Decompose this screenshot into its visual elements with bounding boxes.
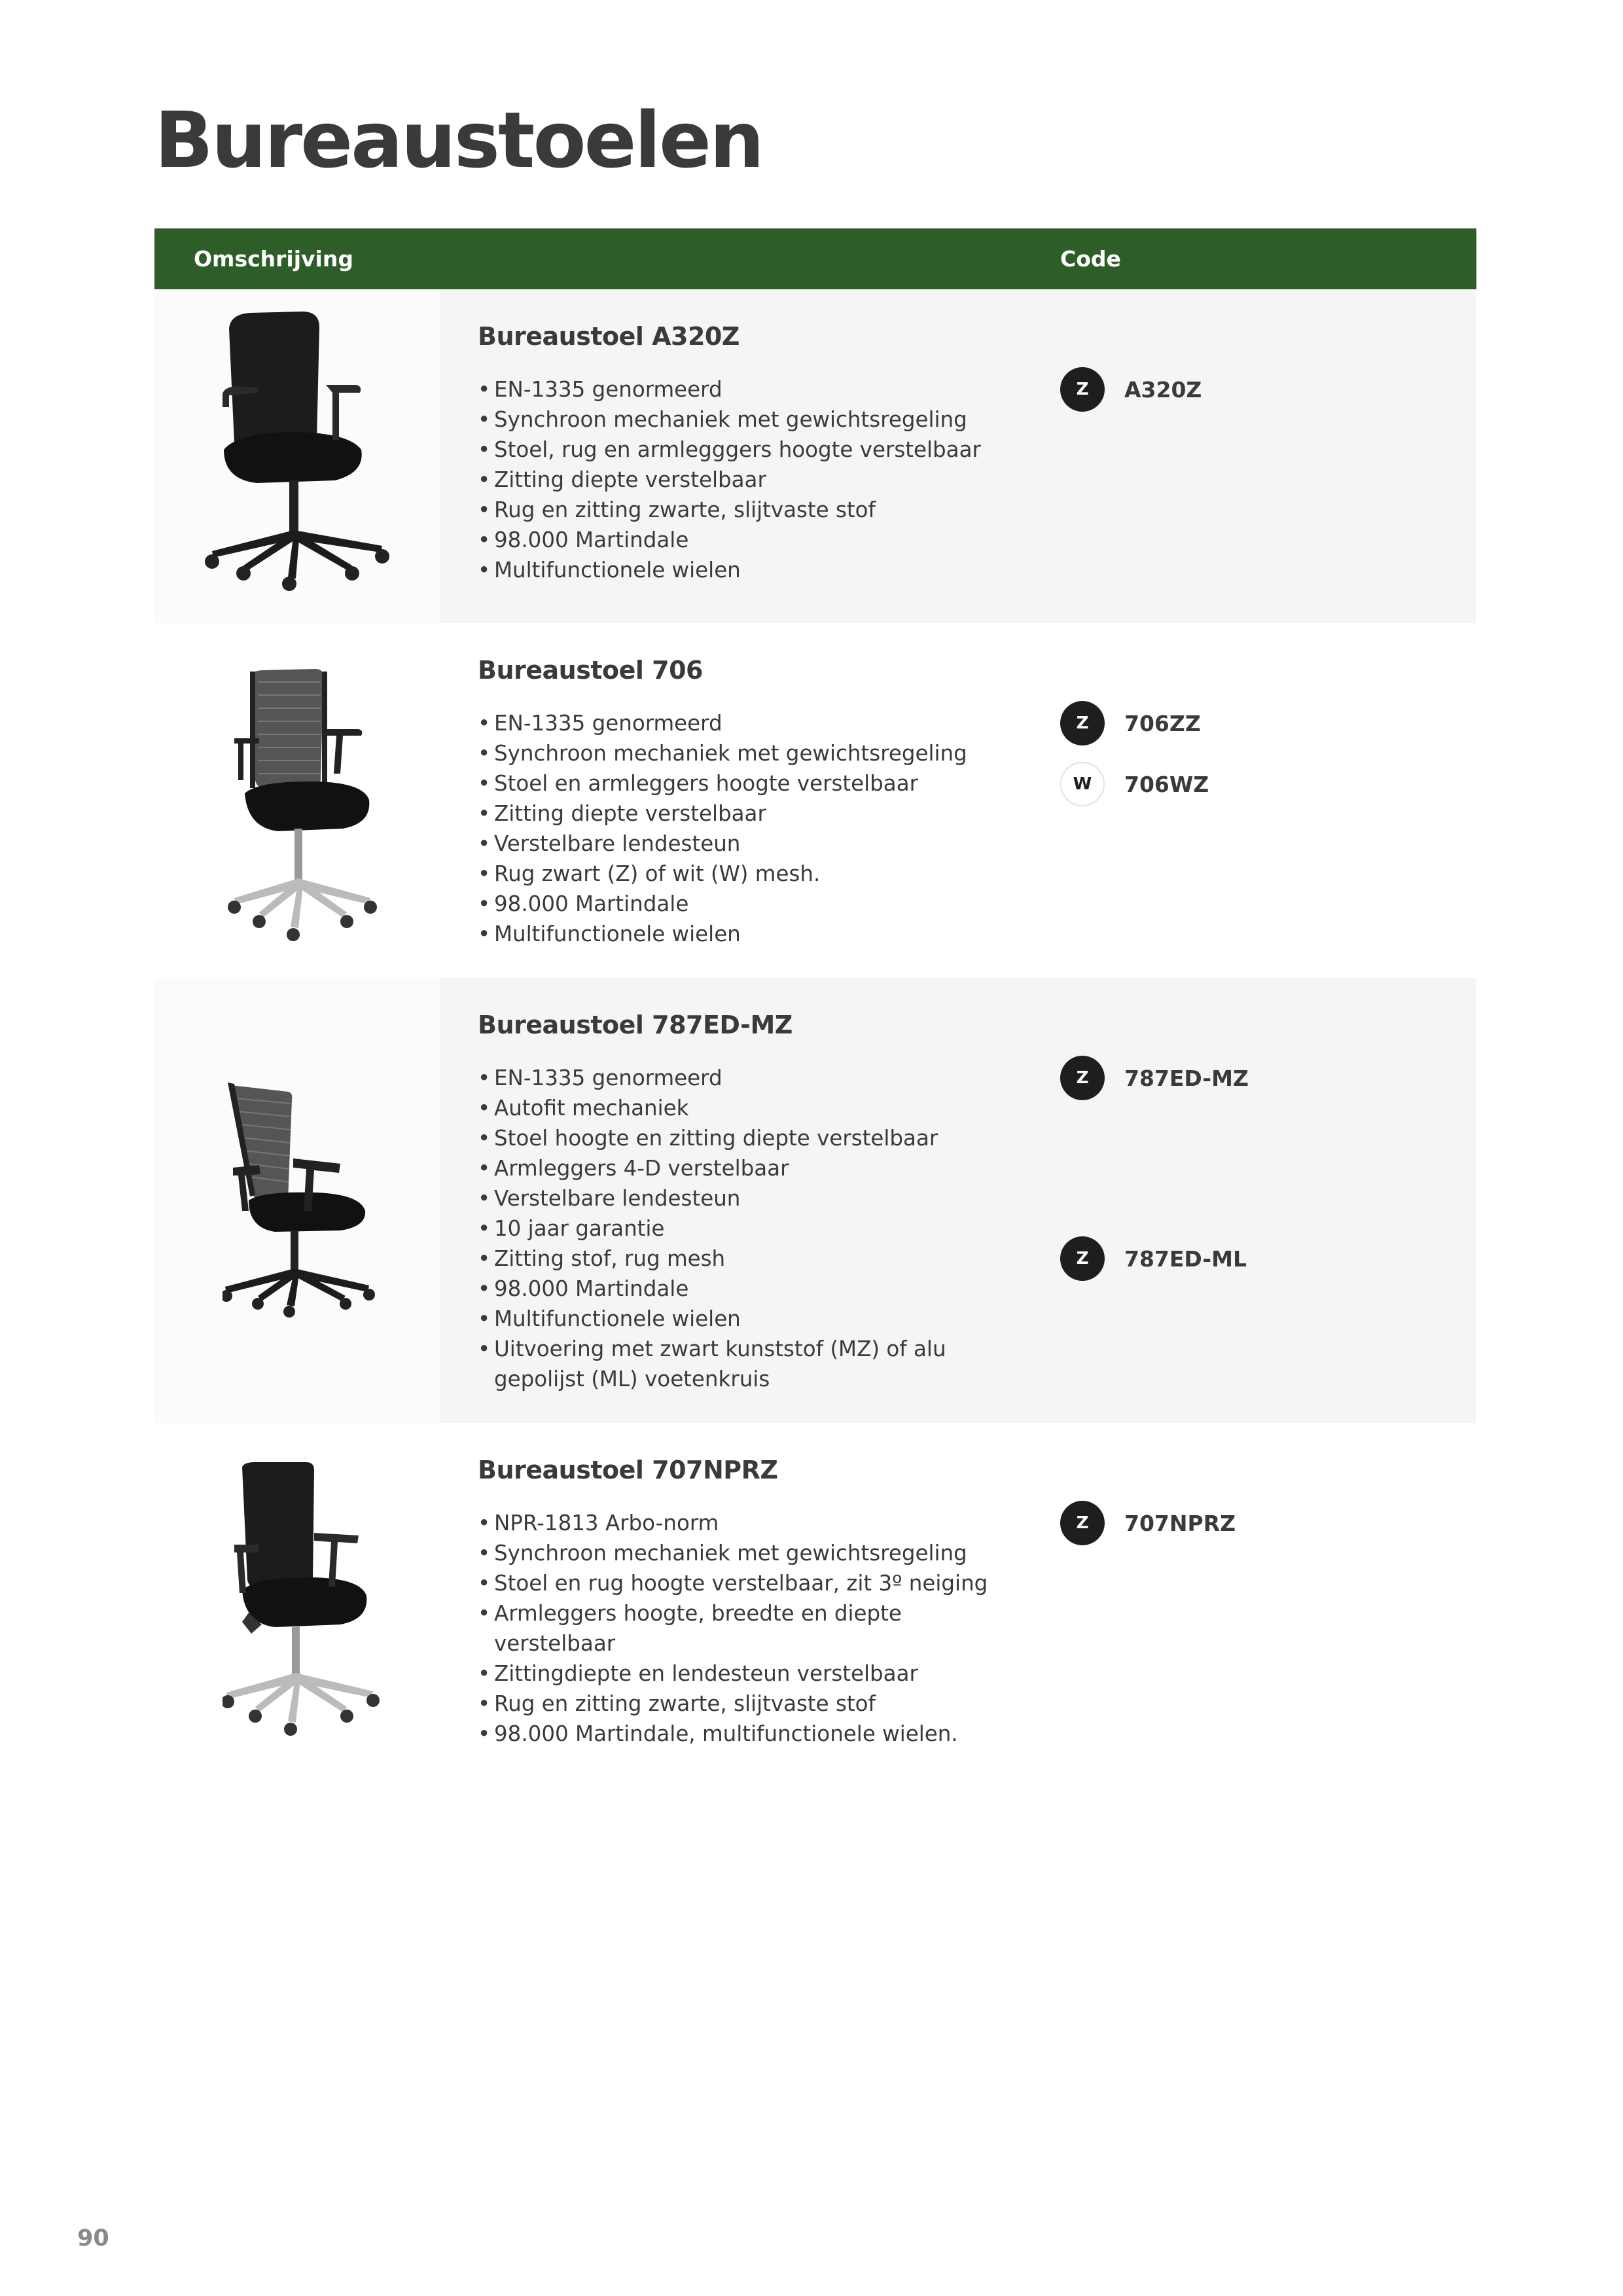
feature-item: • Multifunctionele wielen (478, 555, 1014, 585)
feature-item: • Zitting diepte verstelbaar (478, 798, 1014, 829)
product-row (154, 1423, 1476, 1763)
product-image (154, 1423, 440, 1763)
feature-item: • 98.000 Martindale (478, 525, 1014, 555)
feature-item: • Multifunctionele wielen (478, 1304, 1014, 1334)
product-title: Bureaustoel 707NPRZ (478, 1456, 778, 1484)
feature-item: • 98.000 Martindale (478, 889, 1014, 919)
code-entry (1060, 366, 1202, 413)
code-entry (1060, 700, 1201, 747)
feature-item: • EN-1335 genormeerd (478, 708, 1014, 738)
feature-item: • Rug zwart (Z) of wit (W) mesh. (478, 859, 1014, 889)
color-badge: Z (1060, 1501, 1105, 1545)
code-entry (1060, 1499, 1236, 1547)
product-image (154, 289, 440, 623)
feature-item: • 10 jaar garantie (478, 1213, 1014, 1244)
feature-item: • Armleggers hoogte, breedte en diepte verstelbaar (478, 1598, 1014, 1659)
feature-item: • Uitvoering met zwart kunststof (MZ) of alu gepolijst (ML) voetenkruis (478, 1334, 1014, 1394)
office-chair-image (223, 1083, 386, 1318)
office-chair-image (225, 669, 382, 950)
feature-item: • Synchroon mechaniek met gewichtsregeling (478, 404, 1014, 435)
product-image (154, 978, 440, 1423)
office-chair-image (223, 1462, 386, 1744)
feature-item: • Zitting stof, rug mesh (478, 1244, 1014, 1274)
feature-list (478, 1063, 1014, 1394)
product-row (154, 978, 1476, 1423)
product-code: 706WZ (1124, 771, 1209, 797)
product-code: 787ED-ML (1124, 1246, 1247, 1272)
color-badge: Z (1060, 367, 1105, 412)
feature-list (478, 374, 1014, 585)
feature-item: • Armleggers 4-D verstelbaar (478, 1153, 1014, 1183)
feature-item: • EN-1335 genormeerd (478, 374, 1014, 404)
feature-item: • EN-1335 genormeerd (478, 1063, 1014, 1093)
color-badge: Z (1060, 701, 1105, 745)
feature-item: • Stoel en rug hoogte verstelbaar, zit 3º neiging (478, 1568, 1014, 1598)
feature-item: • Zittingdiepte en lendesteun verstelbaar (478, 1659, 1014, 1689)
feature-item: • Stoel, rug en armlegggers hoogte verstelbaar (478, 435, 1014, 465)
product-code: 707NPRZ (1124, 1510, 1236, 1536)
feature-item: • 98.000 Martindale (478, 1274, 1014, 1304)
feature-item: • Stoel en armleggers hoogte verstelbaar (478, 768, 1014, 798)
office-chair-image (198, 309, 394, 597)
table-header (154, 228, 1476, 289)
color-badge: Z (1060, 1056, 1105, 1100)
product-code: 706ZZ (1124, 710, 1201, 736)
feature-item: • Multifunctionele wielen (478, 919, 1014, 949)
header-code: Code (1060, 246, 1121, 272)
feature-item: • Zitting diepte verstelbaar (478, 465, 1014, 495)
feature-item: • 98.000 Martindale, multifunctionele wielen. (478, 1719, 1014, 1749)
color-badge: Z (1060, 1236, 1105, 1281)
feature-item: • Autofit mechaniek (478, 1093, 1014, 1123)
feature-item: • Synchroon mechaniek met gewichtsregeling (478, 738, 1014, 768)
feature-item: • Rug en zitting zwarte, slijtvaste stof (478, 495, 1014, 525)
header-description: Omschrijving (194, 246, 353, 272)
code-entry (1060, 761, 1209, 808)
product-title: Bureaustoel 706 (478, 656, 703, 685)
feature-item: • NPR-1813 Arbo-norm (478, 1508, 1014, 1538)
feature-item: • Verstelbare lendesteun (478, 829, 1014, 859)
product-row (154, 623, 1476, 978)
color-badge: W (1060, 762, 1105, 806)
feature-list (478, 1508, 1014, 1749)
product-row (154, 289, 1476, 623)
feature-item: • Stoel hoogte en zitting diepte verstelbaar (478, 1123, 1014, 1153)
code-entry (1060, 1054, 1249, 1102)
product-title: Bureaustoel A320Z (478, 322, 740, 351)
product-code: 787ED-MZ (1124, 1065, 1249, 1091)
product-image (154, 623, 440, 978)
product-title: Bureaustoel 787ED-MZ (478, 1011, 793, 1039)
page-number: 90 (77, 2225, 109, 2251)
feature-item: • Rug en zitting zwarte, slijtvaste stof (478, 1689, 1014, 1719)
page-title: Bureaustoelen (154, 95, 763, 185)
feature-item: • Synchroon mechaniek met gewichtsregeling (478, 1538, 1014, 1568)
feature-list (478, 708, 1014, 949)
feature-item: • Verstelbare lendesteun (478, 1183, 1014, 1213)
product-code: A320Z (1124, 376, 1202, 403)
code-entry (1060, 1235, 1247, 1282)
